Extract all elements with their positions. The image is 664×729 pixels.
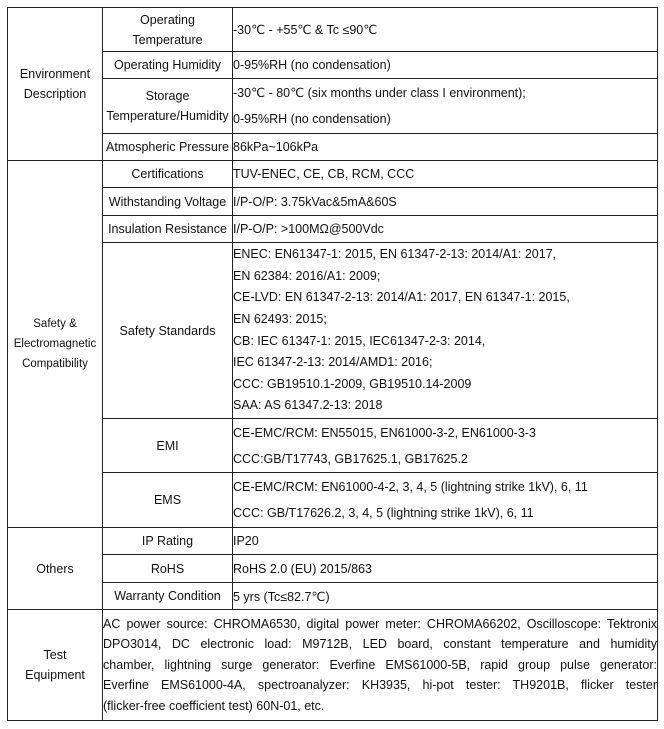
category-label: Test bbox=[43, 648, 67, 662]
category-label: Compatibility bbox=[22, 358, 88, 370]
item-label: Warranty Condition bbox=[103, 583, 233, 610]
table-row bbox=[8, 79, 658, 134]
table-row bbox=[8, 243, 658, 419]
table-row bbox=[8, 134, 658, 161]
item-value: 5 yrs (Tc≤82.7℃) bbox=[233, 583, 658, 610]
item-label: Operating Humidity bbox=[103, 52, 233, 79]
item-value: CE-EMC/RCM: EN55015, EN61000-3-2, EN61000-3-3 CCC:GB/T17743, GB17625.1, GB17625.2 bbox=[233, 419, 658, 473]
table-row bbox=[8, 583, 658, 610]
table-row bbox=[8, 216, 658, 243]
item-value: 0-95%RH (no condensation) bbox=[233, 52, 658, 79]
item-label: IP Rating bbox=[103, 528, 233, 555]
item-label: Withstanding Voltage bbox=[103, 188, 233, 216]
item-value: I/P-O/P: 3.75kVac&5mA&60S bbox=[233, 188, 658, 216]
category-label: Environment bbox=[19, 67, 91, 81]
category-label: Others bbox=[36, 561, 74, 576]
category-label: Safety & bbox=[33, 318, 77, 330]
item-label: EMI bbox=[103, 419, 233, 473]
item-value: ENEC: EN61347-1: 2015, EN 61347-2-13: 2014/A1: 2017, EN 62384: 2016/A1: 2009; CE-LVD: EN 61347-2-13: 2014/A1: 2017, EN 61347-1: 2015, EN 62493: 2015; CB: IEC 61347-1: 2015, IEC61347-2-3: 2014, IEC 61347-2-13: 2014/AMD1: 2016; CCC: GB19510.1-2009, GB19510.14-2009 SAA: AS 61347.2-13: 2018 bbox=[233, 243, 658, 419]
table-row bbox=[8, 161, 658, 188]
item-value: CE-EMC/RCM: EN61000-4-2, 3, 4, 5 (lightning strike 1kV), 6, 11 CCC: GB/T17626.2, 3, 4, 5 (lightning strike 1kV), 6, 11 bbox=[233, 473, 658, 528]
item-value: -30℃ - +55℃ & Tc ≤90℃ bbox=[233, 8, 658, 52]
section-safety bbox=[8, 161, 103, 528]
section-test-equipment bbox=[8, 610, 103, 721]
item-label: Atmospheric Pressure bbox=[103, 134, 233, 161]
table-row bbox=[8, 555, 658, 583]
table-row bbox=[8, 528, 658, 555]
section-others bbox=[8, 528, 103, 610]
category-label: Equipment bbox=[25, 668, 85, 682]
item-label: EMS bbox=[103, 473, 233, 528]
test-equipment-text: AC power source: CHROMA6530, digital power meter: CHROMA66202, Oscilloscope: Tektronix DPO3014, DC electronic load: M9712B, LED board, constant temperature and humidity chamber, lightning surge generator: Everfine EMS61000-5B, rapid group pulse generator: Everfine EMS61000-4A, spectroanalyzer: KH3935, hi-pot tester: TH9201B, flicker tester (flicker-free coefficient test) 60N-01, etc. bbox=[103, 610, 658, 721]
table-row bbox=[8, 8, 658, 52]
table-row bbox=[8, 419, 658, 473]
item-label: Operating Temperature bbox=[103, 8, 233, 52]
item-label: Certifications bbox=[103, 161, 233, 188]
item-value: TUV-ENEC, CE, CB, RCM, CCC bbox=[233, 161, 658, 188]
item-value: I/P-O/P: >100MΩ@500Vdc bbox=[233, 216, 658, 243]
item-label: RoHS bbox=[103, 555, 233, 583]
table-row bbox=[8, 52, 658, 79]
item-value: 86kPa~106kPa bbox=[233, 134, 658, 161]
category-label: Description bbox=[23, 87, 87, 101]
item-value: IP20 bbox=[233, 528, 658, 555]
item-label: Safety Standards bbox=[103, 243, 233, 419]
section-environment bbox=[8, 8, 103, 161]
table-row bbox=[8, 610, 658, 721]
item-value: RoHS 2.0 (EU) 2015/863 bbox=[233, 555, 658, 583]
item-value: -30℃ - 80℃ (six months under class I environment); 0-95%RH (no condensation) bbox=[233, 79, 658, 134]
table-row bbox=[8, 473, 658, 528]
table-row bbox=[8, 188, 658, 216]
item-label: Insulation Resistance bbox=[103, 216, 233, 243]
item-label: Storage Temperature/Humidity bbox=[103, 79, 233, 134]
spec-table bbox=[7, 7, 658, 721]
category-label: Electromagnetic bbox=[13, 338, 97, 350]
